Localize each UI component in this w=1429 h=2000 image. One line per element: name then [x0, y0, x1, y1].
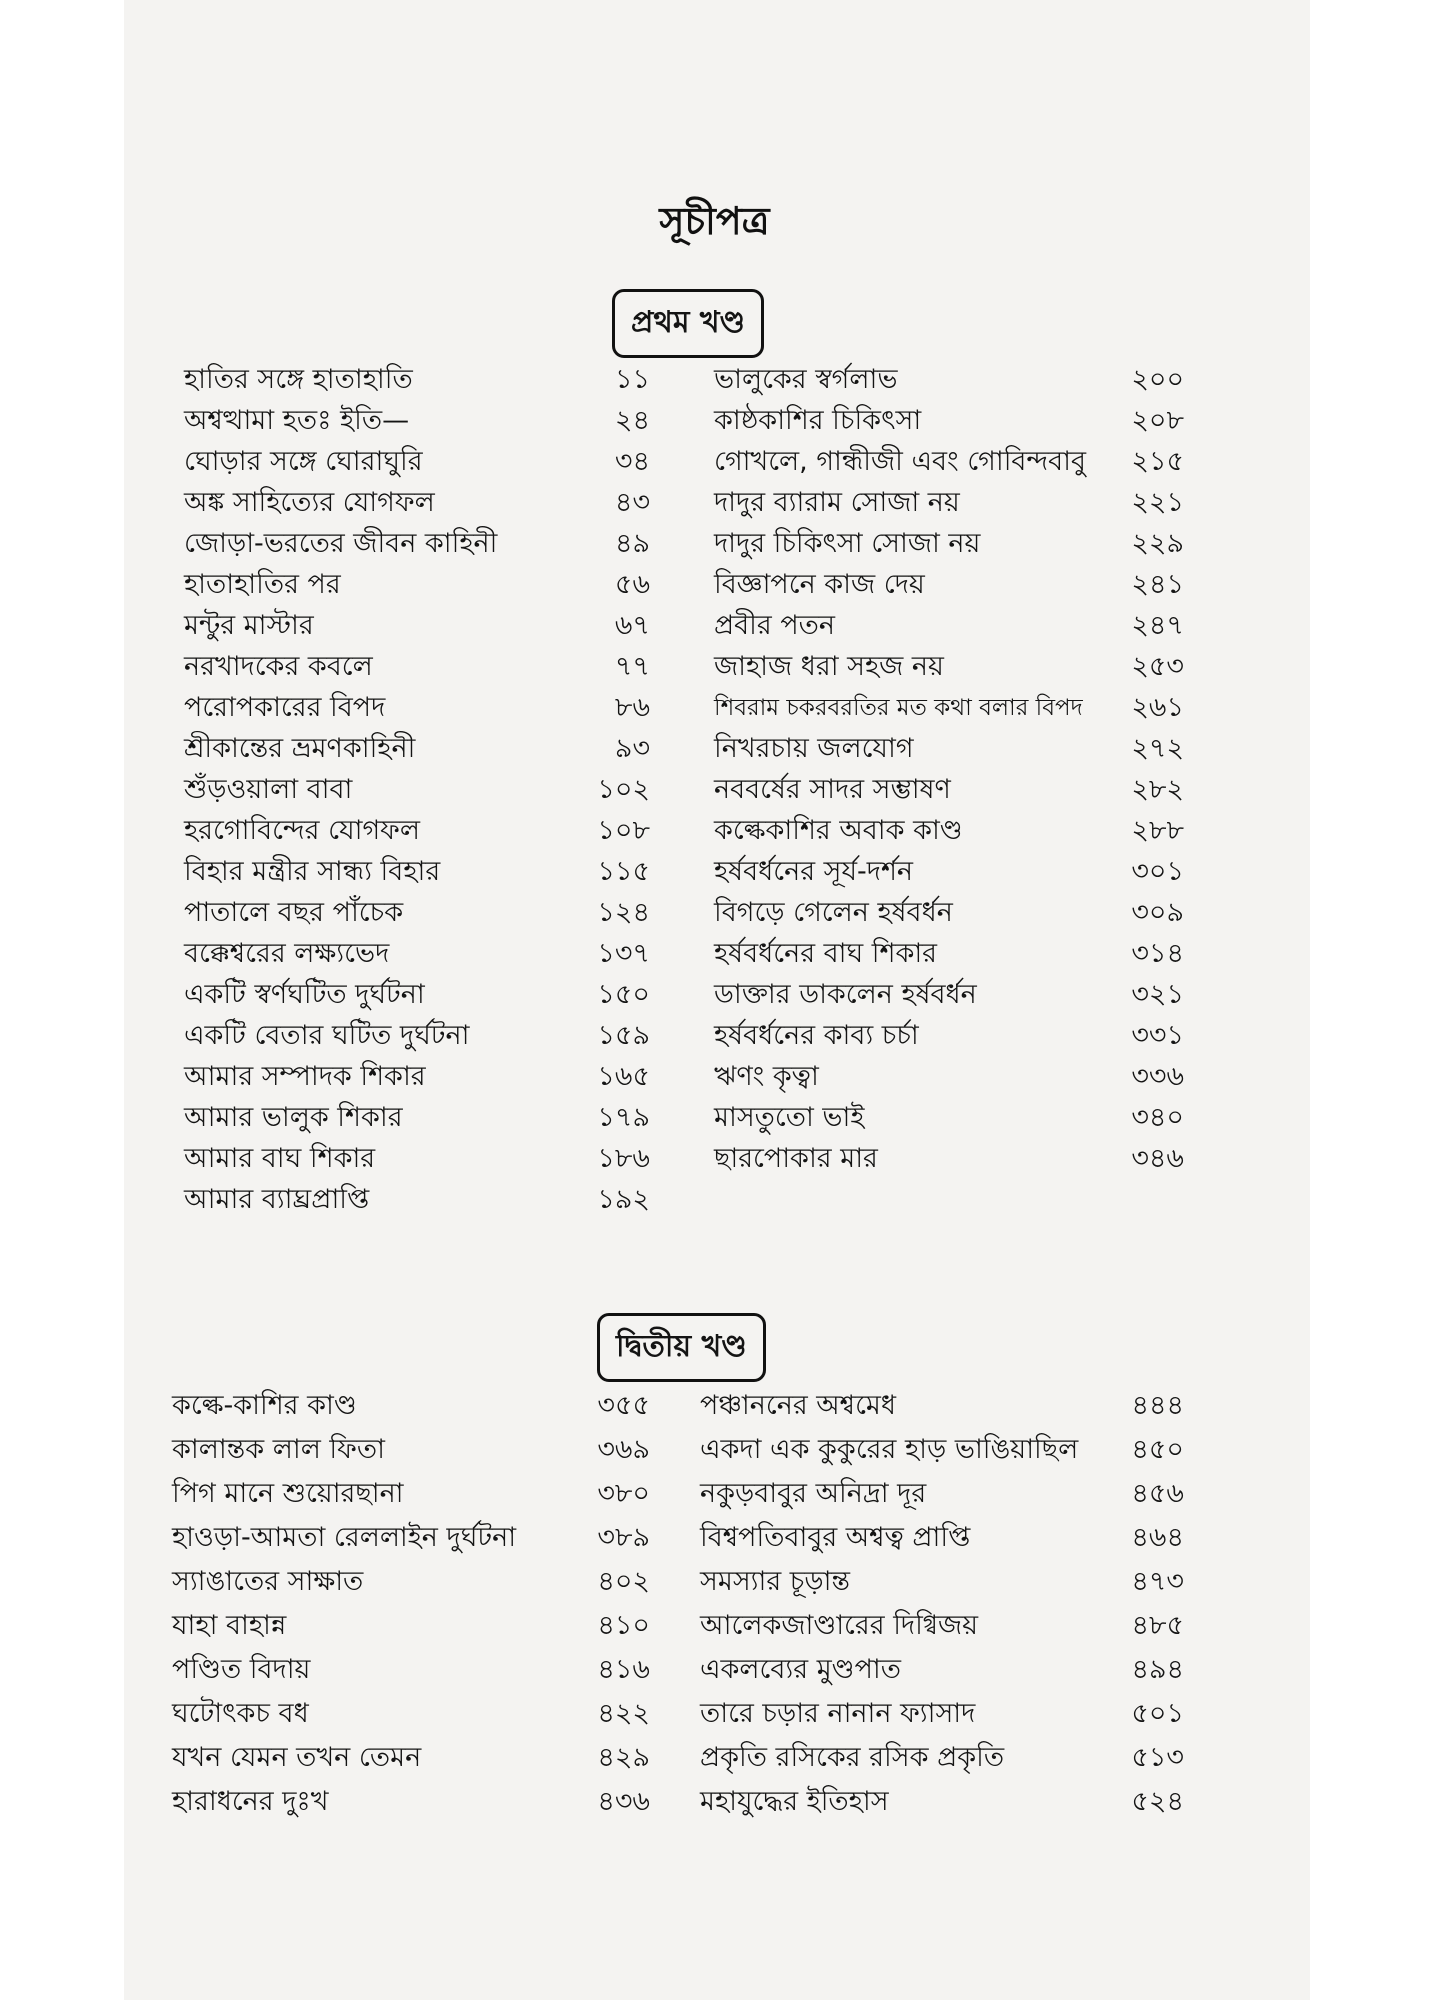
toc-entry-page: ১৫৯ [597, 1020, 650, 1051]
toc-entry-title: বিগড়ে গেলেন হর্ষবর্ধন [714, 897, 953, 928]
toc-entry-title: শিবরাম চকরবরতির মত কথা বলার বিপদ [714, 695, 1083, 721]
toc-entry-title: মহাযুদ্ধের ইতিহাস [700, 1786, 889, 1817]
toc-entry-title: মন্টুর মাস্টার [184, 610, 314, 641]
toc-entry-title: গোখলে, গান্ধীজী এবং গোবিন্দবাবু [714, 446, 1086, 477]
toc-entry [714, 1139, 1184, 1179]
toc-entry [714, 524, 1184, 564]
toc-entry-title: তারে চড়ার নানান ফ্যাসাদ [700, 1698, 976, 1729]
toc-entry-page: ২৪৭ [1131, 610, 1184, 641]
toc-entry [714, 770, 1184, 810]
toc-entry-title: কল্কেকাশির অবাক কাণ্ড [714, 815, 963, 846]
toc-entry-title: অশ্বত্থামা হতঃ ইতি— [184, 405, 410, 436]
toc-entry-page: ৫১৩ [1131, 1742, 1184, 1773]
toc-entry-title: ছারপোকার মার [714, 1143, 878, 1174]
toc-entry [700, 1562, 1184, 1602]
toc-entry [172, 1518, 650, 1558]
toc-entry-title: ডাক্তার ডাকলেন হর্ষবর্ধন [714, 979, 977, 1010]
toc-entry [172, 1650, 650, 1690]
toc-entry-page: ৪৩ [614, 487, 650, 518]
toc-entry-page: ২০০ [1131, 364, 1184, 395]
toc-entry-page: ৩৪০ [1131, 1102, 1184, 1133]
toc-entry [184, 647, 650, 687]
toc-entry-page: ২০৮ [1131, 405, 1184, 436]
toc-entry [184, 852, 650, 892]
toc-entry-title: দাদুর ব্যারাম সোজা নয় [714, 487, 960, 518]
toc-entry-page: ৪২২ [597, 1698, 650, 1729]
toc-entry-title: একদা এক কুকুরের হাড় ভাঙিয়াছিল [700, 1434, 1079, 1465]
toc-entry-page: ৫৬ [614, 569, 650, 600]
toc-entry-page: ২১৫ [1131, 446, 1184, 477]
toc-entry [700, 1474, 1184, 1514]
toc-entry [714, 934, 1184, 974]
toc-entry-title: হর্ষবর্ধনের বাঘ শিকার [714, 938, 938, 969]
toc-entry [184, 1098, 650, 1138]
toc-entry-page: ৬৭ [614, 610, 650, 641]
toc-entry-page: ২৫৩ [1131, 651, 1184, 682]
toc-entry-title: বিহার মন্ত্রীর সান্ধ্য বিহার [184, 856, 441, 887]
toc-entry [172, 1562, 650, 1602]
toc-entry [184, 442, 650, 482]
toc-entry-title: প্রবীর পতন [714, 610, 836, 641]
toc-entry-title: ঋণং কৃত্বা [714, 1061, 819, 1092]
toc-entry-page: ৮৬ [614, 692, 650, 723]
toc-entry-page: ৩৩৬ [1131, 1061, 1184, 1092]
toc-entry [184, 1057, 650, 1097]
toc-entry-page: ৩১৪ [1131, 938, 1184, 969]
toc-entry-page: ৩৬৯ [597, 1434, 650, 1465]
toc-entry-page: ১২৪ [597, 897, 650, 928]
toc-entry [714, 852, 1184, 892]
toc-entry-page: ১০২ [597, 774, 650, 805]
toc-entry-title: আলেকজাণ্ডারের দিগ্বিজয় [700, 1610, 979, 1641]
toc-entry [184, 360, 650, 400]
toc-entry-page: ৩৪ [614, 446, 650, 477]
toc-entry-title: একলব্যের মুণ্ডপাত [700, 1654, 901, 1685]
toc-entry [184, 729, 650, 769]
toc-entry-page: ৭৭ [614, 651, 650, 682]
toc-entry-title: একটি স্বর্ণঘটিত দুর্ঘটনা [184, 979, 425, 1010]
page-title: সূচীপত্র [659, 199, 770, 243]
toc-entry [172, 1474, 650, 1514]
toc-entry [700, 1430, 1184, 1470]
toc-entry-title: বক্কেশ্বরের লক্ষ্যভেদ [184, 938, 390, 969]
toc-entry-title: হাতাহাতির পর [184, 569, 341, 600]
toc-entry-title: পিগ মানে শুয়োরছানা [172, 1478, 404, 1509]
toc-entry-page: ৩৫৫ [597, 1390, 650, 1421]
toc-entry [184, 1016, 650, 1056]
toc-entry-page: ২৮৮ [1131, 815, 1184, 846]
toc-entry [172, 1430, 650, 1470]
toc-entry [714, 893, 1184, 933]
toc-entry-page: ৪৩৬ [597, 1786, 650, 1817]
toc-entry-page: ৩০১ [1131, 856, 1184, 887]
toc-entry [184, 401, 650, 441]
toc-entry-title: যাহা বাহান্ন [172, 1610, 287, 1641]
toc-entry [700, 1386, 1184, 1426]
toc-entry-page: ৪৫০ [1131, 1434, 1184, 1465]
toc-entry-page: ৩৮০ [597, 1478, 650, 1509]
toc-entry [184, 483, 650, 523]
toc-entry [184, 1180, 650, 1220]
toc-entry-page: ২৬১ [1131, 692, 1184, 723]
toc-entry-page: ১৯২ [597, 1184, 650, 1215]
toc-entry-title: আমার বাঘ শিকার [184, 1143, 376, 1174]
toc-entry-page: ৪২৯ [597, 1742, 650, 1773]
toc-entry-title: কাষ্ঠকাশির চিকিৎসা [714, 405, 922, 436]
toc-entry [184, 975, 650, 1015]
toc-entry-page: ৩২১ [1131, 979, 1184, 1010]
toc-entry-title: হর্ষবর্ধনের কাব্য চর্চা [714, 1020, 919, 1051]
toc-entry-page: ৪৬৪ [1131, 1522, 1184, 1553]
toc-entry [184, 1139, 650, 1179]
toc-entry [184, 688, 650, 728]
toc-entry-title: নরখাদকের কবলে [184, 651, 373, 682]
toc-entry-title: শ্রীকান্তের ভ্রমণকাহিনী [184, 733, 416, 764]
toc-entry-title: আমার সম্পাদক শিকার [184, 1061, 426, 1092]
toc-entry-page: ৫০১ [1131, 1698, 1184, 1729]
toc-entry [714, 565, 1184, 605]
toc-entry-page: ৪৮৫ [1131, 1610, 1184, 1641]
toc-entry-title: পঞ্চাননের অশ্বমেধ [700, 1390, 897, 1421]
toc-entry-page: ৩০৯ [1131, 897, 1184, 928]
toc-entry-page: ২৮২ [1131, 774, 1184, 805]
toc-entry-title: পরোপকারের বিপদ [184, 692, 386, 723]
toc-entry-title: সমস্যার চূড়ান্ত [700, 1566, 851, 1597]
toc-entry [172, 1738, 650, 1778]
toc-entry-page: ২৪ [614, 405, 650, 436]
toc-entry-page: ৪৪৪ [1131, 1390, 1184, 1421]
toc-entry-title: একটি বেতার ঘটিত দুর্ঘটনা [184, 1020, 470, 1051]
toc-entry-title: যখন যেমন তখন তেমন [172, 1742, 422, 1773]
toc-entry-page: ৪১০ [597, 1610, 650, 1641]
toc-entry-page: ৪৫৬ [1131, 1478, 1184, 1509]
toc-entry [714, 647, 1184, 687]
toc-entry-page: ১১৫ [597, 856, 650, 887]
toc-entry-title: ভালুকের স্বর্গলাভ [714, 364, 898, 395]
toc-entry-page: ৪০২ [597, 1566, 650, 1597]
toc-entry-page: ৫২৪ [1131, 1786, 1184, 1817]
toc-entry-title: আমার ভালুক শিকার [184, 1102, 403, 1133]
toc-entry [700, 1518, 1184, 1558]
toc-entry-page: ৪৭৩ [1131, 1566, 1184, 1597]
toc-entry-page: ৩৩১ [1131, 1020, 1184, 1051]
toc-entry [700, 1650, 1184, 1690]
toc-entry-title: দাদুর চিকিৎসা সোজা নয় [714, 528, 981, 559]
toc-entry [700, 1738, 1184, 1778]
toc-entry-page: ২২১ [1131, 487, 1184, 518]
toc-entry-title: কালান্তক লাল ফিতা [172, 1434, 385, 1465]
toc-entry [714, 729, 1184, 769]
section-heading-second: দ্বিতীয় খণ্ড [597, 1313, 766, 1382]
toc-entry-page: ২৭২ [1131, 733, 1184, 764]
toc-entry-title: ঘোড়ার সঙ্গে ঘোরাঘুরি [184, 446, 423, 477]
toc-entry-title: নকুড়বাবুর অনিদ্রা দূর [700, 1478, 927, 1509]
toc-entry [172, 1606, 650, 1646]
toc-entry-page: ৩৪৬ [1131, 1143, 1184, 1174]
toc-entry-title: আমার ব্যাঘ্রপ্রাপ্তি [184, 1184, 370, 1215]
toc-entry-title: অঙ্ক সাহিত্যের যোগফল [184, 487, 435, 518]
toc-entry [714, 1057, 1184, 1097]
toc-entry-title: মাসতুতো ভাই [714, 1102, 865, 1133]
toc-entry [714, 606, 1184, 646]
toc-entry [172, 1386, 650, 1426]
toc-entry-page: ৪৯ [614, 528, 650, 559]
toc-entry [184, 565, 650, 605]
toc-entry [700, 1782, 1184, 1822]
toc-entry-title: জোড়া-ভরতের জীবন কাহিনী [184, 528, 498, 559]
toc-entry-page: ২৪১ [1131, 569, 1184, 600]
toc-entry-title: পাতালে বছর পাঁচেক [184, 897, 404, 928]
toc-entry-title: বিজ্ঞাপনে কাজ দেয় [714, 569, 925, 600]
toc-entry [172, 1694, 650, 1734]
section-heading-first: প্রথম খণ্ড [612, 289, 764, 358]
toc-entry [714, 483, 1184, 523]
toc-entry-title: নিখরচায় জলযোগ [714, 733, 914, 764]
toc-entry [714, 442, 1184, 482]
toc-entry-page: ৩৮৯ [597, 1522, 650, 1553]
toc-entry [184, 934, 650, 974]
toc-entry [184, 606, 650, 646]
toc-entry [700, 1694, 1184, 1734]
toc-entry [172, 1782, 650, 1822]
toc-entry-page: ২২৯ [1131, 528, 1184, 559]
toc-entry-title: জাহাজ ধরা সহজ নয় [714, 651, 944, 682]
toc-entry [714, 975, 1184, 1015]
toc-entry-page: ১৫০ [597, 979, 650, 1010]
toc-entry-title: ঘটোৎকচ বধ [172, 1698, 309, 1729]
toc-entry-title: শুঁড়ওয়ালা বাবা [184, 774, 353, 805]
toc-entry-title: নববর্ষের সাদর সম্ভাষণ [714, 774, 951, 805]
toc-entry [184, 770, 650, 810]
toc-entry [700, 1606, 1184, 1646]
toc-entry-title: কল্কে-কাশির কাণ্ড [172, 1390, 357, 1421]
toc-entry-page: ৯৩ [614, 733, 650, 764]
toc-entry-page: ১১ [614, 364, 650, 395]
toc-entry-title: হারাধনের দুঃখ [172, 1786, 329, 1817]
toc-entry [184, 893, 650, 933]
toc-entry-page: ১৩৭ [597, 938, 650, 969]
toc-entry-page: ১৮৬ [597, 1143, 650, 1174]
toc-entry-title: স্যাঙাতের সাক্ষাত [172, 1566, 364, 1597]
toc-entry-title: প্রকৃতি রসিকের রসিক প্রকৃতি [700, 1742, 1005, 1773]
toc-entry-title: হাওড়া-আমতা রেললাইন দুর্ঘটনা [172, 1522, 517, 1553]
toc-entry-page: ৪১৬ [597, 1654, 650, 1685]
toc-entry-title: হাতির সঙ্গে হাতাহাতি [184, 364, 413, 395]
toc-entry [714, 401, 1184, 441]
toc-entry-page: ১৬৫ [597, 1061, 650, 1092]
toc-entry [714, 1016, 1184, 1056]
toc-entry-title: হর্ষবর্ধনের সূর্য-দর্শন [714, 856, 914, 887]
toc-entry [184, 524, 650, 564]
toc-entry [714, 360, 1184, 400]
toc-entry-page: ৪৯৪ [1131, 1654, 1184, 1685]
toc-entry [714, 811, 1184, 851]
toc-entry-page: ১৭৯ [597, 1102, 650, 1133]
toc-entry-title: বিশ্বপতিবাবুর অশ্বত্ব প্রাপ্তি [700, 1522, 971, 1553]
toc-entry-title: পণ্ডিত বিদায় [172, 1654, 311, 1685]
toc-entry [714, 1098, 1184, 1138]
toc-entry-title: হরগোবিন্দের যোগফল [184, 815, 420, 846]
toc-entry [714, 688, 1184, 728]
toc-entry-page: ১০৮ [597, 815, 650, 846]
toc-entry [184, 811, 650, 851]
